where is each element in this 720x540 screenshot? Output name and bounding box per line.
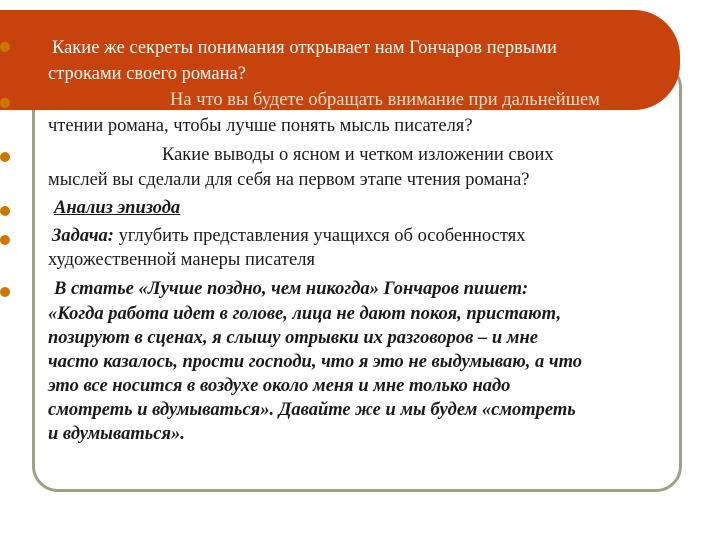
bullet-icon bbox=[0, 235, 10, 245]
quote-line-7: и вдумываться». bbox=[48, 424, 185, 444]
question-3-line-2: мыслей вы сделали для себя на первом этапе чтения романа? bbox=[48, 170, 530, 190]
quote-line-1: В статье «Лучше поздно, чем никогда» Гончаров пишет: bbox=[54, 279, 529, 299]
task-line-1 bbox=[52, 224, 525, 248]
question-1-line-2: строками своего романа? bbox=[48, 64, 246, 84]
bullet-icon bbox=[0, 42, 10, 52]
bullet-icon bbox=[0, 287, 10, 297]
question-3-line-1: Какие выводы о ясном и четком изложении своих bbox=[162, 145, 554, 165]
bullet-icon bbox=[0, 206, 10, 216]
section-heading: Анализ эпизода bbox=[54, 198, 181, 218]
quote-line-5: это все носится в воздухе около меня и мне только надо bbox=[48, 376, 511, 396]
task-label: Задача: bbox=[52, 226, 114, 246]
task-line-2: художественной манеры писателя bbox=[48, 250, 315, 270]
quote-line-2: «Когда работа идет в голове, лица не дают покоя, пристают, bbox=[48, 304, 562, 324]
quote-line-4: часто казалось, прости господи, что я это не выдумываю, а что bbox=[48, 352, 582, 372]
task-text: углубить представления учащихся об особенностях bbox=[113, 226, 526, 246]
question-2-line-1: На что вы будете обращать внимание при дальнейшем bbox=[170, 90, 600, 110]
quote-line-3: позируют в сценах, я слышу отрывки их разговоров – и мне bbox=[48, 328, 538, 348]
bullet-icon bbox=[0, 98, 10, 108]
question-1-line-1: Какие же секреты понимания открывает нам Гончаров первыми bbox=[52, 38, 557, 58]
bullet-icon bbox=[0, 152, 10, 162]
question-2-line-2: чтении романа, чтобы лучше понять мысль писателя? bbox=[48, 116, 473, 136]
quote-line-6: смотреть и вдумываться». Давайте же и мы будем «смотреть bbox=[48, 400, 576, 420]
